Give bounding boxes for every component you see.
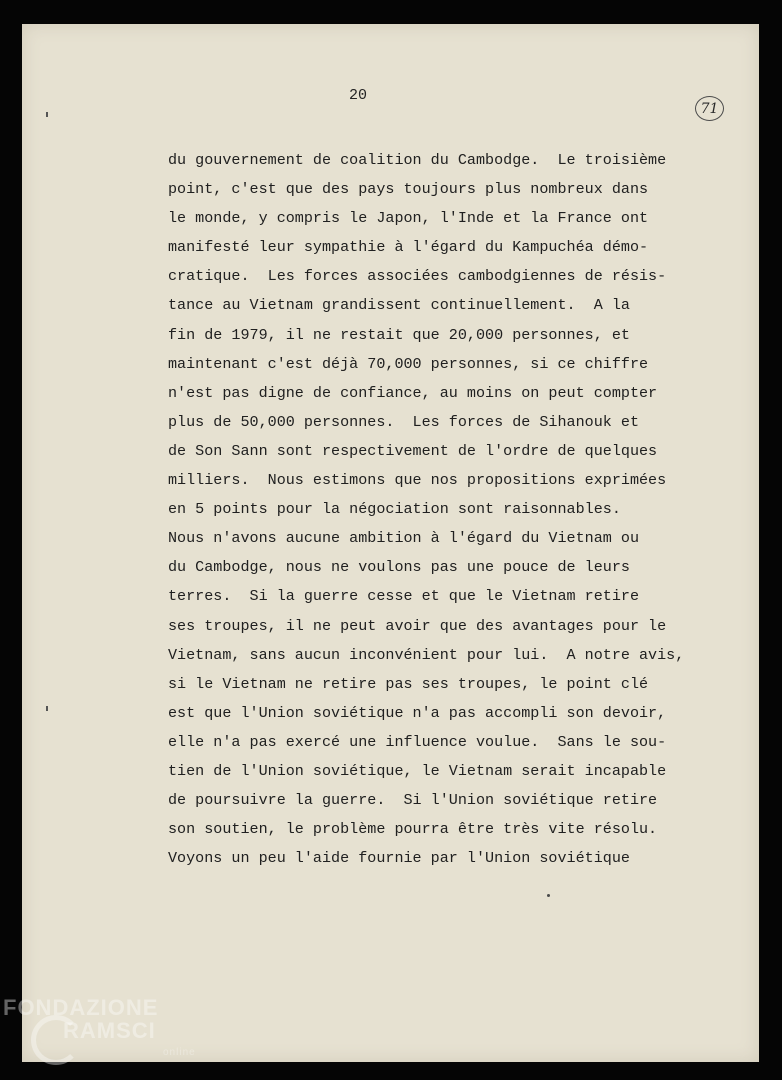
text-line: Vietnam, sans aucun inconvénient pour lui. A notre avis, bbox=[168, 645, 685, 664]
text-line: terres. Si la guerre cesse et que le Vietnam retire bbox=[168, 587, 640, 606]
margin-mark bbox=[46, 112, 48, 117]
text-line: n'est pas digne de confiance, au moins on peut compter bbox=[168, 383, 658, 402]
archive-folio-number: 71 bbox=[695, 96, 724, 121]
text-line: milliers. Nous estimons que nos propositions exprimées bbox=[168, 471, 667, 490]
text-line: son soutien, le problème pourra être très vite résolu. bbox=[168, 820, 658, 839]
text-line: maintenant c'est déjà 70,000 personnes, si ce chiffre bbox=[168, 354, 649, 373]
margin-mark bbox=[46, 706, 48, 711]
text-line: point, c'est que des pays toujours plus nombreux dans bbox=[168, 180, 649, 199]
watermark-line2: RAMSCI bbox=[63, 1018, 156, 1043]
text-line: elle n'a pas exercé une influence voulue. Sans le sou- bbox=[168, 732, 667, 751]
text-line: tien de l'Union soviétique, le Vietnam serait incapable bbox=[168, 761, 667, 780]
text-line: de Son Sann sont respectivement de l'ordre de quelques bbox=[168, 441, 658, 460]
watermark-online: online bbox=[163, 1047, 196, 1058]
text-line: Nous n'avons aucune ambition à l'égard du Vietnam ou bbox=[168, 529, 640, 548]
text-line: du Cambodge, nous ne voulons pas une pouce de leurs bbox=[168, 558, 630, 577]
text-line: Voyons un peu l'aide fournie par l'Union soviétique bbox=[168, 849, 630, 868]
text-line: en 5 points pour la négociation sont raisonnables. bbox=[168, 500, 621, 519]
watermark-line1: FONDAZIONE bbox=[3, 995, 159, 1020]
text-line: plus de 50,000 personnes. Les forces de Sihanouk et bbox=[168, 412, 640, 431]
text-line: le monde, y compris le Japon, l'Inde et la France ont bbox=[168, 209, 649, 228]
text-line: de poursuivre la guerre. Si l'Union soviétique retire bbox=[168, 791, 658, 810]
text-line: cratique. Les forces associées cambodgiennes de résis- bbox=[168, 267, 667, 286]
text-line: ses troupes, il ne peut avoir que des avantages pour le bbox=[168, 616, 667, 635]
text-line: est que l'Union soviétique n'a pas accompli son devoir, bbox=[168, 703, 667, 722]
text-line: si le Vietnam ne retire pas ses troupes, le point clé bbox=[168, 674, 649, 693]
text-line: manifesté leur sympathie à l'égard du Kampuchéa démo- bbox=[168, 238, 649, 257]
text-line: du gouvernement de coalition du Cambodge. Le troisième bbox=[168, 151, 667, 169]
page-number: 20 bbox=[348, 87, 367, 104]
text-line: tance au Vietnam grandissent continuellement. A la bbox=[168, 296, 630, 315]
ink-speck bbox=[547, 894, 550, 897]
text-line: fin de 1979, il ne restait que 20,000 personnes, et bbox=[168, 325, 630, 344]
typed-text-body bbox=[168, 146, 688, 873]
